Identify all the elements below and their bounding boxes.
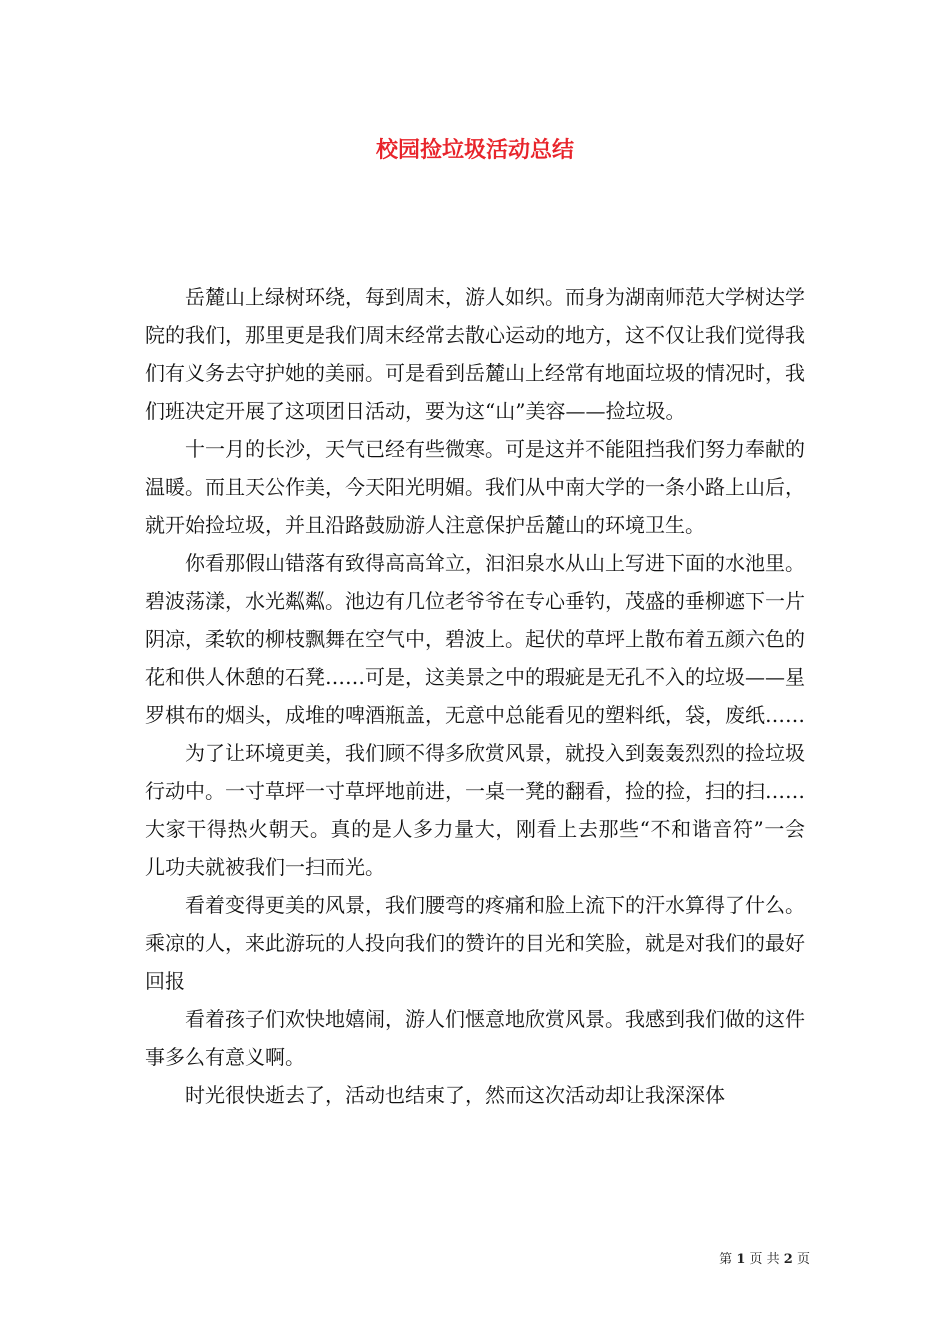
footer-prefix: 第 bbox=[719, 1252, 733, 1267]
paragraph-1: 岳麓山上绿树环绕，每到周末，游人如织。而身为湖南师范大学树达学院的我们，那里更是我们周末经常去散心运动的地方，这不仅让我们觉得我们有义务去守护她的美丽。可是看到岳麓山上经常有地面垃圾的情况时，我们班决定开展了这项团日活动，要为这“山”美容——捡垃圾。 bbox=[145, 285, 805, 423]
paragraph-4: 为了让环境更美，我们顾不得多欣赏风景，就投入到轰轰烈烈的捡垃圾行动中。一寸草坪一寸草坪地前进，一桌一凳的翻看，捡的捡，扫的扫……大家干得热火朝天。真的是人多力量大，刚看上去那些“不和谐音符”一会儿功夫就被我们一扫而光。 bbox=[145, 741, 805, 879]
document-title: 校园捡垃圾活动总结 bbox=[375, 137, 574, 163]
paragraph-3: 你看那假山错落有致得高高耸立，汩汩泉水从山上写进下面的水池里。碧波荡漾，水光粼粼。池边有几位老爷爷在专心垂钓，茂盛的垂柳遮下一片阴凉，柔软的柳枝飘舞在空气中，碧波上。起伏的草坪上散布着五颜六色的花和供人休憩的石凳……可是，这美景之中的瑕疵是无孔不入的垃圾——星罗棋布的烟头，成堆的啤酒瓶盖，无意中总能看见的塑料纸，袋，废纸…… bbox=[145, 551, 805, 727]
footer-total-pages: 2 bbox=[783, 1252, 793, 1267]
paragraph-6: 看着孩子们欢快地嬉闹，游人们惬意地欣赏风景。我感到我们做的这件事多么有意义啊。 bbox=[145, 1007, 805, 1069]
paragraph-5: 看着变得更美的风景，我们腰弯的疼痛和脸上流下的汗水算得了什么。乘凉的人，来此游玩的人投向我们的赞许的目光和笑脸，就是对我们的最好回报 bbox=[145, 893, 805, 993]
footer-current-page: 1 bbox=[736, 1252, 746, 1267]
document-body bbox=[145, 278, 805, 1114]
paragraph-7: 时光很快逝去了，活动也结束了，然而这次活动却让我深深体 bbox=[185, 1083, 725, 1107]
page-number-footer bbox=[719, 1248, 810, 1267]
footer-middle: 页 共 bbox=[749, 1252, 780, 1267]
footer-suffix: 页 bbox=[796, 1252, 810, 1267]
paragraph-2: 十一月的长沙，天气已经有些微寒。可是这并不能阻挡我们努力奉献的温暖。而且天公作美，今天阳光明媚。我们从中南大学的一条小路上山后，就开始捡垃圾，并且沿路鼓励游人注意保护岳麓山的环境卫生。 bbox=[145, 437, 805, 537]
